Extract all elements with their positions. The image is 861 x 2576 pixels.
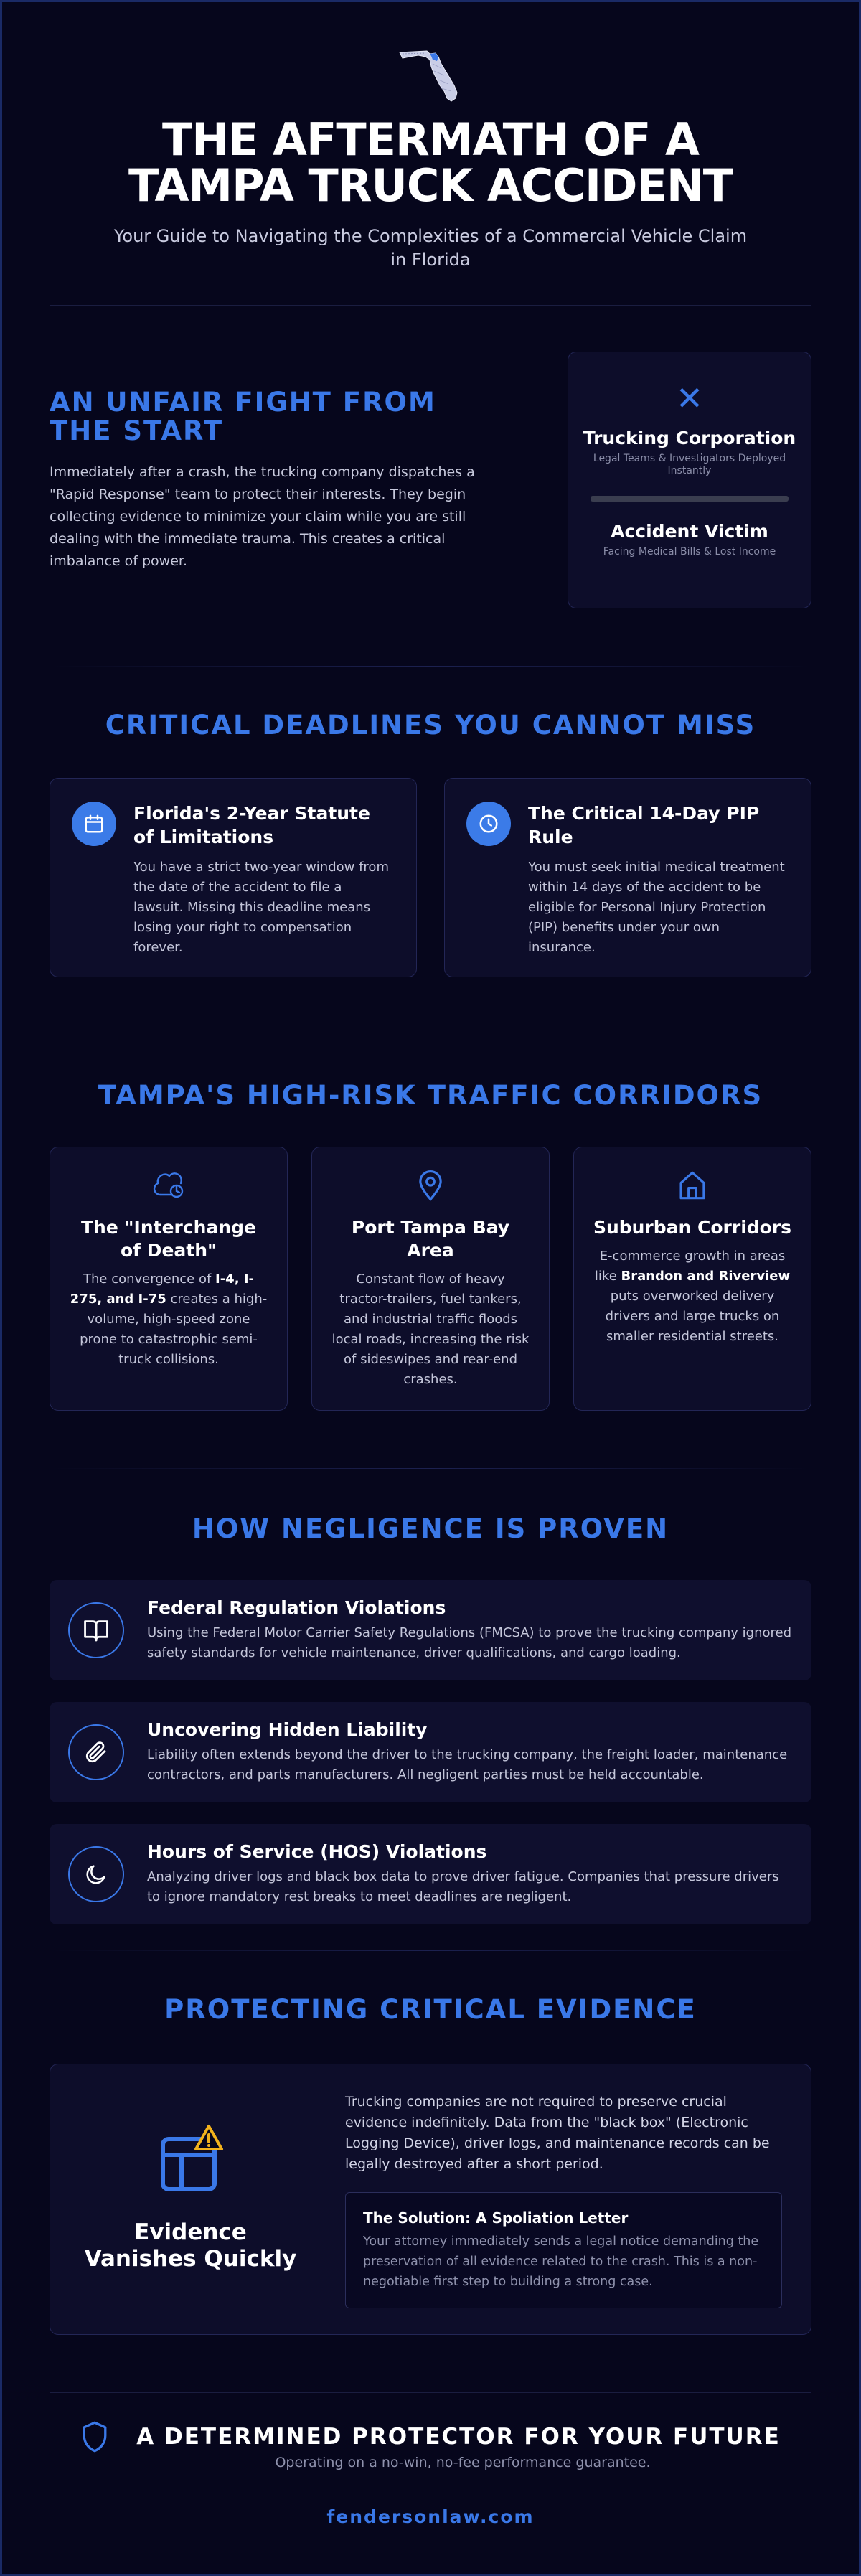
- shield-icon: [80, 2420, 109, 2453]
- clock-icon: [466, 802, 511, 846]
- deadline-card: [444, 778, 811, 977]
- evidence-vanishes-title: Evidence Vanishes Quickly: [84, 2219, 297, 2272]
- corridor-title: Port Tampa Bay Area: [351, 1217, 510, 1261]
- negligence-item-title: Hours of Service (HOS) Violations: [147, 1841, 487, 1862]
- moon-icon: [68, 1846, 124, 1902]
- deadline-card: [50, 778, 417, 977]
- solution-title: The Solution: A Spoliation Letter: [363, 2209, 629, 2227]
- negligence-item-text: Liability often extends beyond the driver to the trucking company, the freight loader, maintenance contractors, and parts manufacturers. All negligent parties must be held accountable.: [147, 1747, 788, 1782]
- deadline-text: You have a strict two-year window from the date of the accident to file a lawsuit. Missing this deadline means losing your right to compensation forever.: [133, 860, 389, 955]
- corridor-text: The convergence of I-4, I-275, and I-75 creates a high-volume, high-speed zone prone to catastrophic semi-truck collisions.: [70, 1271, 268, 1367]
- evidence-card: [50, 2064, 811, 2335]
- divider: [50, 1950, 811, 1951]
- deadline-title: Florida's 2-Year Statute of Limitations: [133, 803, 370, 847]
- website-link[interactable]: fendersonlaw.com: [326, 2506, 535, 2527]
- versus-divider: [591, 496, 789, 502]
- unfair-fight-section: [50, 352, 811, 608]
- corridor-text: Constant flow of heavy tractor-trailers, fuel tankers, and industrial traffic floods local roads, increasing the risk of sideswipes and rear-end crashes.: [331, 1271, 530, 1387]
- solution-text: Your attorney immediately sends a legal notice demanding the preservation of all evidence related to the crash. This is a non-negotiable first step to building a strong case.: [363, 2234, 759, 2289]
- deadlines-title: CRITICAL DEADLINES YOU CANNOT MISS: [105, 710, 756, 741]
- negligence-item-text: Using the Federal Motor Carrier Safety Regulations (FMCSA) to prove the trucking company ignored safety standards for vehicle maintenance, driver qualifications, and cargo loading.: [147, 1625, 792, 1660]
- book-icon: [68, 1602, 124, 1658]
- negligence-item: [50, 1702, 811, 1802]
- negligence-item-title: Uncovering Hidden Liability: [147, 1719, 428, 1740]
- negligence-item: [50, 1580, 811, 1680]
- trucking-corporation-title: Trucking Corporation: [583, 428, 796, 448]
- versus-card: [568, 352, 811, 608]
- unfair-fight-text: [50, 388, 509, 573]
- negligence-item-text: Analyzing driver logs and black box data to prove driver fatigue. Companies that pressure drivers to ignore mandatory rest breaks to meet deadlines are negligent.: [147, 1869, 779, 1904]
- unfair-fight-title: AN UNFAIR FIGHT FROM THE START: [50, 386, 436, 446]
- divider: [50, 305, 811, 306]
- page-subtitle: Your Guide to Navigating the Complexities of a Commercial Vehicle Claim in Florida: [113, 226, 748, 270]
- accident-victim-title: Accident Victim: [611, 521, 768, 542]
- corridors-title: TAMPA'S HIGH-RISK TRAFFIC CORRIDORS: [98, 1080, 763, 1111]
- corridor-title: The "Interchange of Death": [80, 1217, 256, 1261]
- home-icon: [593, 1169, 792, 1205]
- corridor-card: [311, 1147, 550, 1411]
- footer: [50, 2420, 811, 2527]
- corridor-card: [50, 1147, 288, 1411]
- evidence-text: Trucking companies are not required to preserve crucial evidence indefinitely. Data from the "black box" (Electronic Logging Device), driver logs, and maintenance records can be legally destroyed after a short period.: [345, 2094, 770, 2172]
- evidence-title: PROTECTING CRITICAL EVIDENCE: [164, 1994, 697, 2025]
- interchange-icon: [69, 1169, 268, 1205]
- paperclip-icon: [68, 1724, 124, 1780]
- solution-box: [345, 2192, 782, 2308]
- x-icon: ✕: [675, 379, 704, 418]
- florida-map-icon: [398, 47, 463, 104]
- negligence-item-title: Federal Regulation Violations: [147, 1597, 446, 1618]
- location-pin-icon: [331, 1169, 530, 1205]
- evidence-warning-icon: [151, 2123, 230, 2195]
- divider: [50, 1468, 811, 1469]
- negligence-title: HOW NEGLIGENCE IS PROVEN: [192, 1513, 669, 1544]
- corridor-title: Suburban Corridors: [593, 1217, 792, 1238]
- logo: [50, 47, 811, 104]
- accident-victim-subtitle: Facing Medical Bills & Lost Income: [603, 546, 776, 558]
- deadlines-section: [50, 778, 811, 977]
- footer-title: A DETERMINED PROTECTOR FOR YOUR FUTURE: [136, 2424, 781, 2450]
- deadline-title: The Critical 14-Day PIP Rule: [528, 803, 760, 847]
- header: [50, 2, 811, 272]
- corridor-card: [573, 1147, 811, 1411]
- divider: [50, 666, 811, 667]
- calendar-icon: [72, 802, 116, 846]
- negligence-item: [50, 1824, 811, 1924]
- trucking-corporation-subtitle: Legal Teams & Investigators Deployed Instantly: [593, 453, 786, 476]
- unfair-fight-description: Immediately after a crash, the trucking company dispatches a "Rapid Response" team to protect their interests. They begin collecting evidence to minimize your claim while you are still dealing with the immediate trauma. This creates a critical imbalance of power.: [50, 464, 475, 569]
- divider: [50, 2392, 811, 2393]
- corridor-text: E-commerce growth in areas like Brandon and Riverview puts overworked delivery drivers and large trucks on smaller residential streets.: [594, 1249, 791, 1344]
- negligence-list: [50, 1580, 811, 1924]
- footer-subtitle: Operating on a no-win, no-fee performance guarantee.: [275, 2455, 651, 2471]
- page-title: THE AFTERMATH OF A TAMPA TRUCK ACCIDENT: [128, 113, 733, 212]
- corridors-section: [50, 1147, 811, 1411]
- deadline-text: You must seek initial medical treatment within 14 days of the accident to be eligible for Personal Injury Protection (PIP) benefits under your own insurance.: [528, 860, 785, 955]
